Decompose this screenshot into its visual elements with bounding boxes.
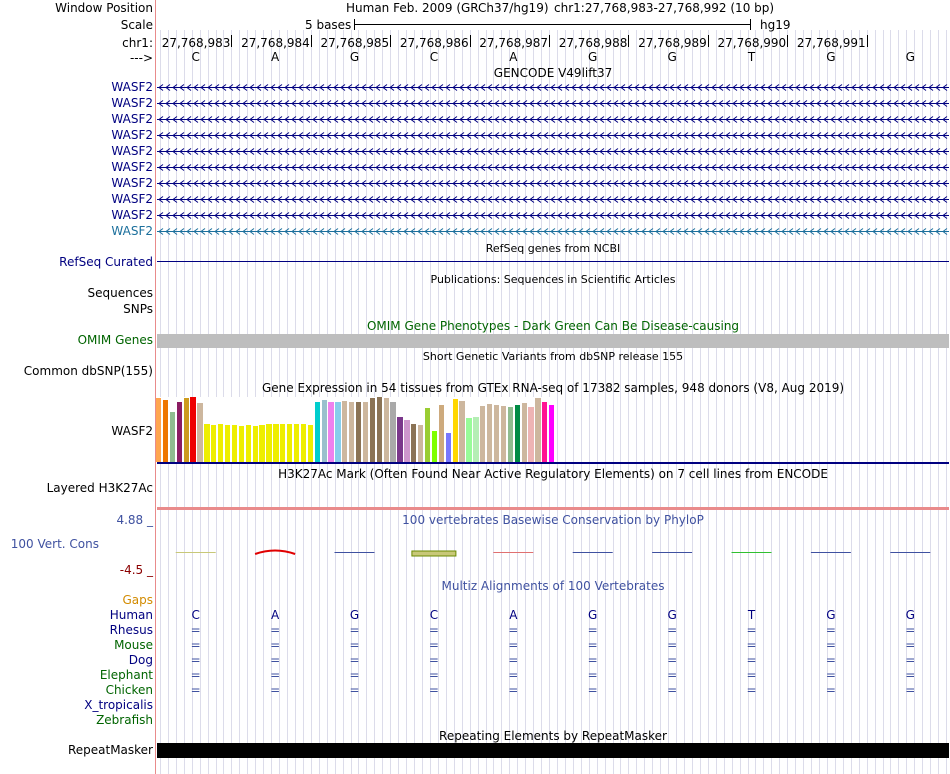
gtex-tissue-bar[interactable] <box>377 397 382 462</box>
multiz-base: = <box>508 653 519 667</box>
multiz-base: = <box>349 638 360 652</box>
base-letter: G <box>588 50 598 64</box>
base-letter: A <box>509 50 518 64</box>
gtex-tissue-bar[interactable] <box>190 397 195 462</box>
multiz-base: = <box>428 638 439 652</box>
gtex-tissue-bar[interactable] <box>170 412 175 462</box>
multiz-base: = <box>190 653 201 667</box>
multiz-base: = <box>508 638 519 652</box>
multiz-base: A <box>270 608 280 622</box>
base-letter: T <box>747 50 756 64</box>
gtex-tissue-bar[interactable] <box>177 402 182 462</box>
phylop-track-label[interactable]: 100 Vert. Cons <box>10 537 99 551</box>
gtex-tissue-bar[interactable] <box>218 424 223 462</box>
gtex-tissue-bar[interactable] <box>535 398 540 462</box>
multiz-base: = <box>270 623 281 637</box>
coordinate-label: 27,768,985 <box>320 36 390 50</box>
gencode-gene-line[interactable] <box>157 160 949 175</box>
base-letter: C <box>429 50 439 64</box>
gtex-tissue-bar[interactable] <box>322 400 327 462</box>
gtex-tissue-bar[interactable] <box>356 402 361 462</box>
publications-label-snps[interactable]: SNPs <box>123 302 153 316</box>
multiz-species-label[interactable]: Elephant <box>99 668 153 682</box>
multiz-base: = <box>587 653 598 667</box>
multiz-base: = <box>746 638 757 652</box>
gtex-tissue-bar[interactable] <box>494 405 499 462</box>
multiz-species-label[interactable]: Chicken <box>105 683 153 697</box>
multiz-base: = <box>825 683 836 697</box>
gencode-gene-line[interactable] <box>157 224 949 239</box>
position-readout: chr1:27,768,983-27,768,992 (10 bp) <box>554 1 775 15</box>
multiz-base: = <box>667 683 678 697</box>
gtex-tissue-bar[interactable] <box>287 424 292 462</box>
multiz-base: = <box>746 623 757 637</box>
multiz-base: G <box>588 608 598 622</box>
multiz-base: = <box>825 668 836 682</box>
scale-bar-left-tick <box>354 19 355 30</box>
gencode-track-title: GENCODE V49lift37 <box>493 66 613 80</box>
gencode-gene-line[interactable] <box>157 80 949 95</box>
multiz-base: = <box>587 683 598 697</box>
multiz-base: C <box>191 608 200 622</box>
gtex-tissue-bar[interactable] <box>349 402 354 462</box>
gtex-tissue-bar[interactable] <box>232 425 237 462</box>
multiz-base: G <box>905 608 915 622</box>
gtex-tissue-bar[interactable] <box>453 399 458 462</box>
coordinate-label: 27,768,983 <box>161 36 231 50</box>
gtex-tissue-bar[interactable] <box>253 426 258 462</box>
gencode-gene-label[interactable]: WASF2 <box>111 96 153 110</box>
multiz-base: = <box>270 653 281 667</box>
gtex-tissue-bar[interactable] <box>335 402 340 462</box>
multiz-species-label[interactable]: Dog <box>128 653 153 667</box>
gtex-tissue-bar[interactable] <box>184 398 189 462</box>
multiz-base: = <box>428 668 439 682</box>
multiz-base: A <box>509 608 518 622</box>
gtex-tissue-bar[interactable] <box>280 424 285 462</box>
publications-label-sequences[interactable]: Sequences <box>87 286 153 300</box>
gtex-tissue-bar[interactable] <box>259 425 264 462</box>
gtex-tissue-bar[interactable] <box>411 424 416 462</box>
gtex-tissue-bar[interactable] <box>501 406 506 462</box>
multiz-base: = <box>270 683 281 697</box>
gencode-gene-label[interactable]: WASF2 <box>111 160 153 174</box>
scale-text: 5 bases <box>305 18 352 32</box>
base-letter: A <box>270 50 280 64</box>
multiz-base: = <box>825 623 836 637</box>
coordinate-tick <box>470 35 471 47</box>
multiz-base: = <box>746 653 757 667</box>
multiz-species-label[interactable]: Human <box>109 608 153 622</box>
gtex-tissue-bar[interactable] <box>466 418 471 462</box>
multiz-base: = <box>746 668 757 682</box>
gtex-track-title: Gene Expression in 54 tissues from GTEx RNA-seq of 17382 samples, 948 donors (V8, Aug 2019) <box>261 381 845 395</box>
gtex-tissue-bar[interactable] <box>480 406 485 462</box>
gtex-tissue-bar[interactable] <box>473 417 478 462</box>
multiz-base: = <box>190 623 201 637</box>
multiz-species-label[interactable]: Mouse <box>114 638 153 652</box>
gtex-tissue-bar[interactable] <box>294 424 299 462</box>
coordinate-label: 27,768,987 <box>479 36 548 50</box>
gtex-tissue-bar[interactable] <box>246 425 251 462</box>
gtex-tissue-bar[interactable] <box>404 420 409 462</box>
gencode-gene-label[interactable]: WASF2 <box>111 144 153 158</box>
gtex-tissue-bar[interactable] <box>225 425 230 462</box>
gencode-gene-label[interactable]: WASF2 <box>111 224 153 238</box>
scale-db: hg19 <box>760 18 791 32</box>
strand-label: ---> <box>129 51 153 65</box>
gtex-tissue-bar[interactable] <box>542 402 547 462</box>
multiz-base: G <box>826 608 836 622</box>
multiz-base: = <box>508 683 519 697</box>
multiz-base: T <box>747 608 756 622</box>
multiz-base: = <box>667 653 678 667</box>
multiz-base: = <box>587 668 598 682</box>
omim-gene-bar[interactable] <box>157 334 949 348</box>
gtex-expression-bars[interactable] <box>156 397 556 462</box>
multiz-base: = <box>190 668 201 682</box>
publications-track-title: Publications: Sequences in Scientific Articles <box>430 273 676 286</box>
window-position-label: Window Position <box>55 1 153 15</box>
phylop-min-label: -4.5 _ <box>119 563 153 577</box>
multiz-base: = <box>667 668 678 682</box>
gtex-tissue-bar[interactable] <box>390 402 395 462</box>
repeatmasker-bar[interactable] <box>157 743 949 758</box>
multiz-base: = <box>905 668 916 682</box>
omim-track-label[interactable]: OMIM Genes <box>77 333 153 347</box>
gencode-gene-line[interactable] <box>157 128 949 143</box>
refseq-gene-line[interactable] <box>157 261 949 262</box>
gtex-tissue-bar[interactable] <box>308 425 313 462</box>
gtex-tissue-bar[interactable] <box>197 403 202 462</box>
multiz-base: = <box>746 683 757 697</box>
multiz-base: = <box>190 683 201 697</box>
gtex-tissue-bar[interactable] <box>315 402 320 462</box>
gtex-tissue-bar[interactable] <box>459 401 464 462</box>
gtex-tissue-bar[interactable] <box>515 405 520 462</box>
assembly-title: Human Feb. 2009 (GRCh37/hg19) <box>346 1 549 15</box>
gtex-tissue-bar[interactable] <box>549 405 554 462</box>
base-letter: G <box>826 50 836 64</box>
multiz-base: = <box>825 638 836 652</box>
multiz-gaps-label[interactable]: Gaps <box>122 593 153 607</box>
gtex-tissue-bar[interactable] <box>273 424 278 462</box>
gtex-tissue-bar[interactable] <box>418 425 423 462</box>
gtex-tissue-bar[interactable] <box>156 398 161 462</box>
phylop-track-title: 100 vertebrates Basewise Conservation by PhyloP <box>402 513 704 527</box>
gtex-tissue-bar[interactable] <box>342 401 347 462</box>
repeatmasker-track-label[interactable]: RepeatMasker <box>67 743 153 757</box>
base-letter: G <box>667 50 677 64</box>
scale-bar-right-tick <box>750 19 751 30</box>
multiz-base: C <box>429 608 439 622</box>
base-letter: G <box>349 50 360 64</box>
coordinate-label: 27,768,991 <box>796 36 866 50</box>
multiz-base: = <box>270 668 281 682</box>
gencode-gene-label[interactable]: WASF2 <box>111 176 153 190</box>
gencode-gene-line[interactable] <box>157 208 949 223</box>
multiz-base: = <box>190 638 201 652</box>
gencode-gene-label[interactable]: WASF2 <box>111 192 153 206</box>
coordinate-tick <box>708 35 709 47</box>
coordinate-label: 27,768,989 <box>638 36 707 50</box>
coordinate-tick <box>549 35 550 47</box>
chrom-label: chr1: <box>122 36 153 50</box>
multiz-base: = <box>428 623 439 637</box>
refseq-track-label[interactable]: RefSeq Curated <box>59 255 153 269</box>
phylop-signal[interactable] <box>156 538 950 568</box>
multiz-base: = <box>349 683 360 697</box>
gtex-tissue-bar[interactable] <box>446 433 451 462</box>
multiz-base: G <box>667 608 677 622</box>
gtex-tissue-bar[interactable] <box>522 403 527 462</box>
gtex-tissue-bar[interactable] <box>432 431 437 462</box>
gtex-tissue-bar[interactable] <box>508 407 513 462</box>
gtex-tissue-bar[interactable] <box>211 425 216 462</box>
multiz-base: = <box>825 653 836 667</box>
multiz-base: = <box>270 638 281 652</box>
multiz-base: = <box>905 683 916 697</box>
repeatmasker-track-title: Repeating Elements by RepeatMasker <box>439 729 667 743</box>
multiz-base: = <box>508 623 519 637</box>
gtex-tissue-bar[interactable] <box>204 424 209 462</box>
gtex-tissue-bar[interactable] <box>487 404 492 462</box>
multiz-base: = <box>905 638 916 652</box>
gtex-tissue-bar[interactable] <box>266 424 271 462</box>
coordinate-tick <box>390 35 391 47</box>
gencode-gene-line[interactable] <box>157 192 949 207</box>
multiz-species-label[interactable]: X_tropicalis <box>84 698 153 712</box>
gtex-tissue-bar[interactable] <box>363 402 368 462</box>
phylop-max-label: 4.88 _ <box>116 513 153 527</box>
gtex-tissue-bar[interactable] <box>425 408 430 462</box>
coordinate-tick <box>311 35 312 47</box>
multiz-base: = <box>587 623 598 637</box>
gtex-tissue-bar[interactable] <box>239 426 244 462</box>
dbsnp-track-title: Short Genetic Variants from dbSNP release 155 <box>422 350 684 363</box>
base-letter: C <box>191 50 200 64</box>
multiz-base: = <box>508 668 519 682</box>
coordinate-tick <box>231 35 232 47</box>
gtex-bottom-line <box>157 462 949 464</box>
coordinate-label: 27,768,986 <box>399 36 469 50</box>
scale-label: Scale <box>120 18 153 32</box>
gtex-track-label[interactable]: WASF2 <box>111 424 153 438</box>
multiz-base: = <box>587 638 598 652</box>
refseq-track-title: RefSeq genes from NCBI <box>485 242 621 255</box>
gtex-tissue-bar[interactable] <box>397 417 402 462</box>
gtex-tissue-bar[interactable] <box>528 407 533 462</box>
gtex-tissue-bar[interactable] <box>301 424 306 462</box>
multiz-base: = <box>905 623 916 637</box>
gencode-gene-label[interactable]: WASF2 <box>111 128 153 142</box>
gencode-gene-label[interactable]: WASF2 <box>111 208 153 222</box>
multiz-base: = <box>667 638 678 652</box>
multiz-track-title: Multiz Alignments of 100 Vertebrates <box>441 579 665 593</box>
phylop-mark <box>412 551 456 556</box>
coordinate-label: 27,768,988 <box>558 36 628 50</box>
multiz-base: = <box>349 623 360 637</box>
h3k27ac-track-title: H3K27Ac Mark (Often Found Near Active Regulatory Elements) on 7 cell lines from ENCODE <box>278 467 828 481</box>
coordinate-label: 27,768,984 <box>241 36 310 50</box>
gencode-gene-label[interactable]: WASF2 <box>111 80 153 94</box>
multiz-base: = <box>428 683 439 697</box>
gtex-tissue-bar[interactable] <box>439 405 444 462</box>
omim-track-title: OMIM Gene Phenotypes - Dark Green Can Be Disease-causing <box>366 319 740 333</box>
gencode-gene-label[interactable]: WASF2 <box>111 112 153 126</box>
multiz-base: = <box>905 653 916 667</box>
gtex-tissue-bar[interactable] <box>384 398 389 462</box>
gencode-gene-line[interactable] <box>157 144 949 159</box>
multiz-species-label[interactable]: Rhesus <box>109 623 153 637</box>
multiz-species-label[interactable]: Zebrafish <box>96 713 153 727</box>
h3k27ac-track-label[interactable]: Layered H3K27Ac <box>46 481 153 495</box>
dbsnp-track-label[interactable]: Common dbSNP(155) <box>23 364 153 378</box>
scale-bar <box>354 24 750 25</box>
gtex-tissue-bar[interactable] <box>163 400 168 462</box>
gtex-tissue-bar[interactable] <box>370 398 375 462</box>
gencode-gene-line[interactable] <box>157 112 949 127</box>
coordinate-label: 27,768,990 <box>717 36 787 50</box>
phylop-mark <box>255 551 295 555</box>
h3k27ac-signal-line[interactable] <box>157 507 949 510</box>
multiz-base: G <box>349 608 360 622</box>
multiz-base: = <box>349 668 360 682</box>
base-letter: G <box>905 50 915 64</box>
gencode-gene-line[interactable] <box>157 96 949 111</box>
gencode-gene-line[interactable] <box>157 176 949 191</box>
multiz-base: = <box>667 623 678 637</box>
coordinate-tick <box>787 35 788 47</box>
gtex-tissue-bar[interactable] <box>328 402 333 462</box>
coordinate-tick <box>867 35 868 47</box>
multiz-base: = <box>428 653 439 667</box>
coordinate-tick <box>628 35 629 47</box>
multiz-base: = <box>349 653 360 667</box>
